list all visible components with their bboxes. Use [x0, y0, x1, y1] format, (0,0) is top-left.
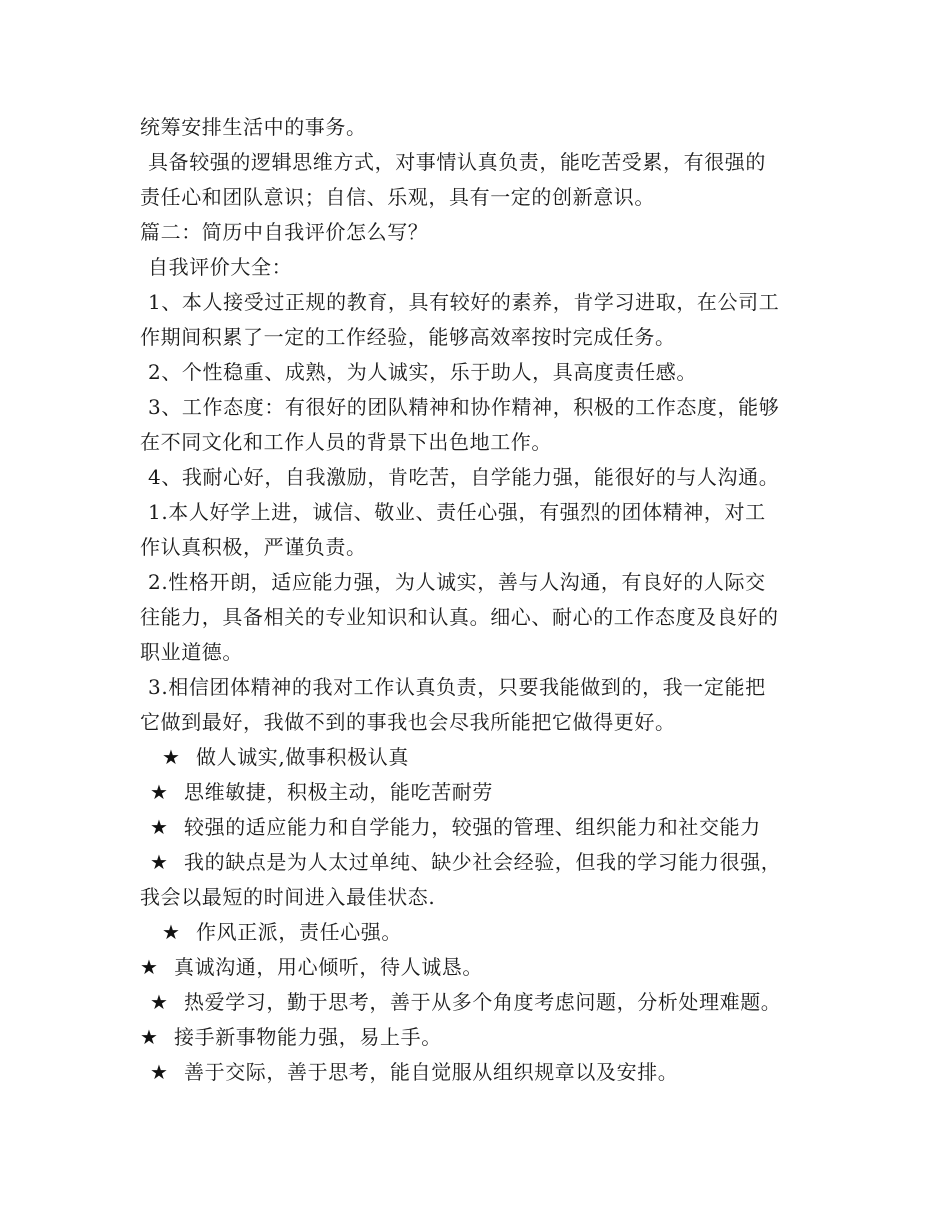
star-item: [140, 950, 820, 985]
star-item-text: 思维敏捷，积极主动，能吃苦耐劳: [184, 780, 493, 804]
star-item-text: 作风正派，责任心强。: [196, 920, 402, 944]
text-line: 它做到最好，我做不到的事我也会尽我所能把它做得更好。: [140, 710, 676, 734]
text-line: 作期间积累了一定的工作经验，能够高效率按时完成任务。: [140, 325, 676, 349]
text-line: 具备较强的逻辑思维方式，对事情认真负责，能吃苦受累，有很强的: [148, 150, 766, 174]
star-item-text: 接手新事物能力强，易上手。: [174, 1025, 442, 1049]
star-icon: ★: [162, 920, 181, 944]
star-icon: ★: [162, 745, 181, 769]
text-line: 责任心和团队意识；自信、乐观，具有一定的创新意识。: [140, 185, 655, 209]
text-line: 2、个性稳重、成熟，为人诚实，乐于助人，具高度责任感。: [148, 360, 697, 384]
star-item-text: 热爱学习，勤于思考，善于从多个角度考虑问题，分析处理难题。: [184, 990, 782, 1014]
text-line: 统筹安排生活中的事务。: [140, 115, 367, 139]
text-line: 4、我耐心好，自我激励，肯吃苦，自学能力强，能很好的与人沟通。: [148, 465, 780, 489]
star-icon: ★: [150, 990, 169, 1014]
text-line: 作认真积极，严谨负责。: [140, 535, 367, 559]
text-line: 职业道德。: [140, 640, 243, 664]
star-item: [140, 775, 820, 810]
star-item-text: 较强的适应能力和自学能力，较强的管理、组织能力和社交能力: [184, 815, 761, 839]
text-line: 我会以最短的时间进入最佳状态.: [140, 885, 436, 909]
star-icon: ★: [140, 1025, 159, 1049]
text-line: 3、工作态度：有很好的团队精神和协作精神，积极的工作态度，能够: [148, 395, 780, 419]
star-item-text: 善于交际，善于思考，能自觉服从组织规章以及安排。: [184, 1060, 679, 1084]
star-icon: ★: [150, 780, 169, 804]
star-item-text: 真诚沟通，用心倾听，待人诚恳。: [174, 955, 483, 979]
subheading: 自我评价大全：: [148, 255, 293, 279]
star-icon: ★: [140, 955, 159, 979]
star-item-text: 我的缺点是为人太过单纯、缺少社会经验，但我的学习能力很强，: [184, 850, 782, 874]
section-heading: 篇二：简历中自我评价怎么写？: [140, 220, 429, 244]
star-item: [140, 845, 820, 880]
text-line: 3.相信团体精神的我对工作认真负责，只要我能做到的，我一定能把: [148, 675, 766, 699]
star-item: [140, 915, 820, 950]
star-item: [140, 985, 820, 1020]
document-body: [140, 110, 820, 1090]
star-item: [140, 740, 820, 775]
star-icon: ★: [150, 1060, 169, 1084]
star-item: [140, 810, 820, 845]
text-line: 在不同文化和工作人员的背景下出色地工作。: [140, 430, 552, 454]
star-item: [140, 1055, 820, 1090]
star-icon: ★: [150, 850, 169, 874]
star-item-text: 做人诚实,做事积极认真: [196, 745, 409, 769]
text-line: 往能力，具备相关的专业知识和认真。细心、耐心的工作态度及良好的: [140, 605, 779, 629]
star-item: [140, 1020, 820, 1055]
text-line: 1、本人接受过正规的教育，具有较好的素养，肯学习进取，在公司工: [148, 290, 780, 314]
star-icon: ★: [150, 815, 169, 839]
text-line: 2.性格开朗，适应能力强，为人诚实，善与人沟通，有良好的人际交: [148, 570, 766, 594]
text-line: 1.本人好学上进，诚信、敬业、责任心强，有强烈的团体精神，对工: [148, 500, 766, 524]
